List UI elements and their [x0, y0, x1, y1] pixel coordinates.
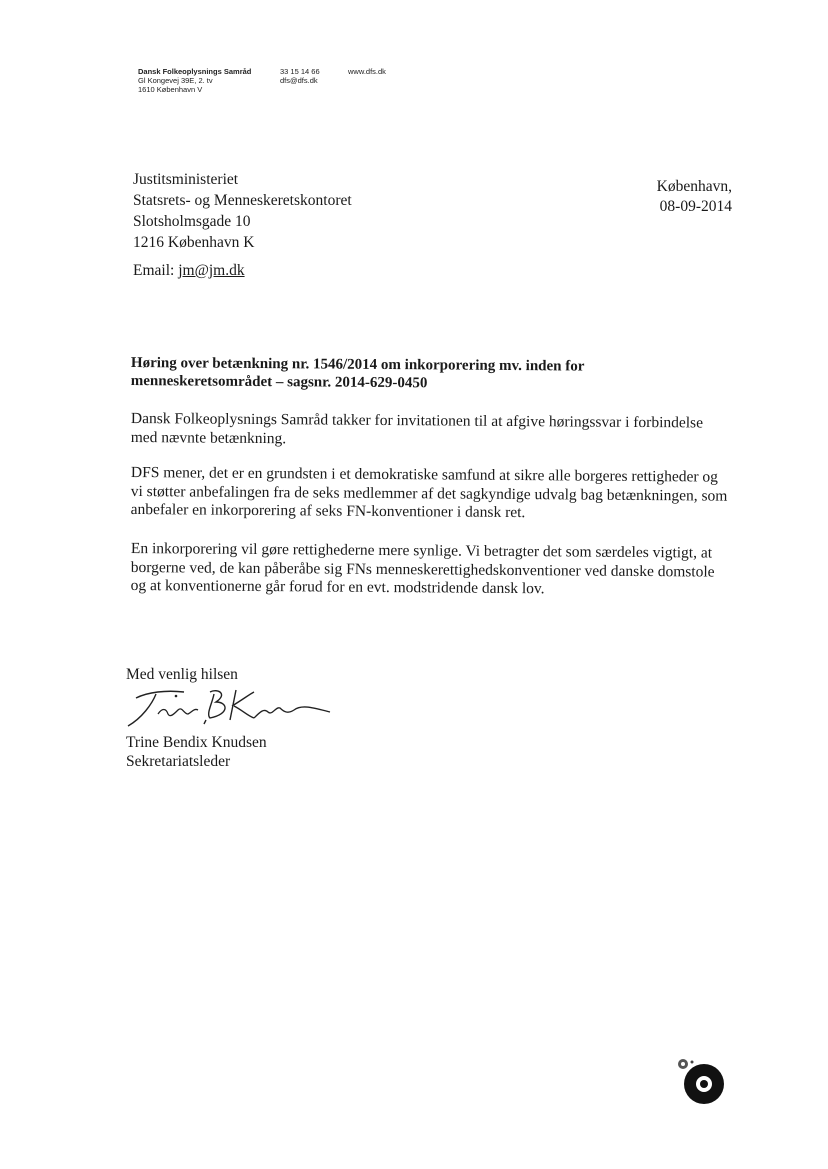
recipient-email-label: Email: — [133, 262, 179, 279]
recipient-line-2: Statsrets- og Menneskeretskontoret — [133, 192, 352, 209]
recipient-address — [133, 169, 352, 253]
closing-greeting: Med venlig hilsen — [126, 666, 238, 683]
recipient-email-line — [133, 262, 245, 280]
place-date — [657, 177, 732, 217]
letterhead-email[interactable]: dfs@dfs.dk — [280, 76, 318, 85]
body-paragraph-3: En inkorporering vil gøre rettighederne mere synlige. Vi betragter det som særdeles vigtigt, at borgerne ved, de kan påberåbe sig FNs menneskerettighedskonventioner ved danske domstole og at konventionerne går forud for en evt. modstridende dansk lov. — [130, 540, 715, 598]
scan-mark-icon — [674, 1054, 726, 1106]
letterhead-address — [138, 67, 251, 94]
letterhead-web[interactable] — [348, 67, 386, 76]
letterhead-web-link[interactable]: www.dfs.dk — [348, 67, 386, 76]
place: København, — [656, 178, 732, 195]
letterhead-street: Gl Kongevej 39E, 2. tv — [138, 76, 213, 85]
letterhead-phone: 33 15 14 66 — [280, 67, 320, 76]
signer-name: Trine Bendix Knudsen — [126, 734, 267, 751]
letterhead-contact — [280, 67, 320, 85]
subject-heading: Høring over betænkning nr. 1546/2014 om inkorporering mv. inden for menneskeretsområdet – sagsnr. 2014-629-0450 — [130, 354, 585, 392]
signer-block — [126, 733, 267, 771]
letterhead-org-name: Dansk Folkeoplysnings Samråd — [138, 67, 252, 76]
signer-title: Sekretariatsleder — [126, 753, 231, 770]
body-paragraph-2: DFS mener, det er en grundsten i et demokratiske samfund at sikre alle borgeres rettigheder og vi støtter anbefalingen fra de seks medlemmer af det sagkyndige udvalg bag betænkningen, som anbefaler en inkorporering af seks FN-konventioner i dansk ret. — [130, 464, 728, 522]
recipient-line-1: Justitsministeriet — [133, 171, 239, 188]
recipient-email-link[interactable]: jm@jm.dk — [178, 262, 245, 279]
recipient-line-4: 1216 København K — [133, 234, 255, 251]
letterhead-city: 1610 København V — [138, 85, 203, 94]
handwritten-signature — [118, 684, 338, 732]
recipient-line-3: Slotsholmsgade 10 — [133, 213, 251, 230]
date: 08-09-2014 — [659, 198, 732, 215]
body-paragraph-1: Dansk Folkeoplysnings Samråd takker for invitationen til at afgive høringssvar i forbindelse med nævnte betænkning. — [130, 410, 704, 447]
